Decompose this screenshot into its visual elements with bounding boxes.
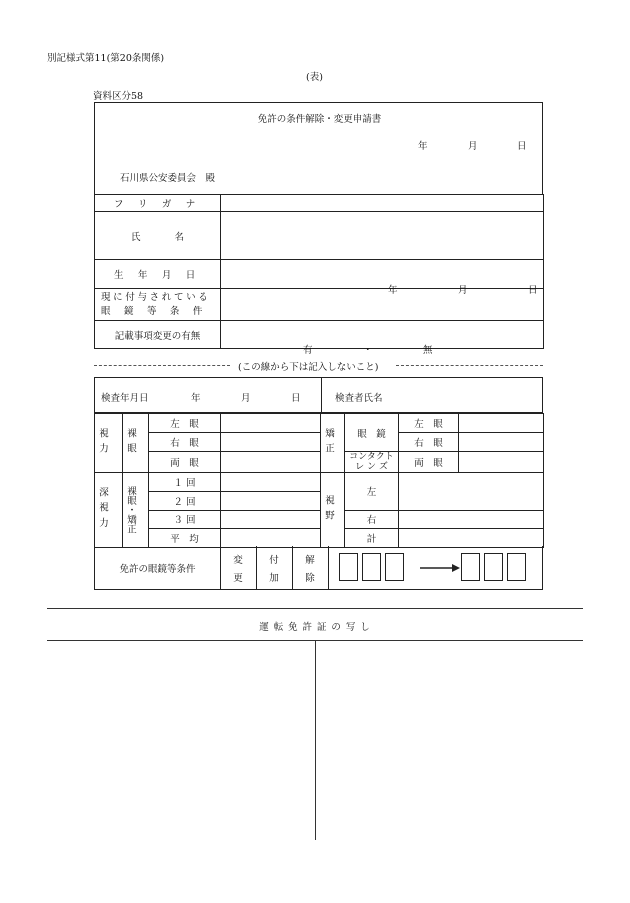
trial-3-field[interactable] (221, 510, 321, 529)
trial-1-field[interactable] (221, 473, 321, 492)
application-title: 免許の条件解除・変更申請書 (257, 114, 382, 125)
divider-left (94, 365, 230, 366)
name-label: 氏 名 (130, 231, 185, 243)
naked-left-field[interactable] (221, 414, 321, 433)
birthdate-label: 生 年 月 日 (114, 270, 201, 281)
average-field[interactable] (221, 529, 321, 548)
applicant-table (94, 194, 544, 356)
side-label: (表) (306, 72, 323, 83)
document-class: 資料区分58 (93, 91, 144, 102)
code-box[interactable] (385, 553, 404, 581)
change-selection[interactable]: 有 ・ 無 (221, 321, 544, 349)
furigana-field[interactable] (221, 195, 544, 212)
divider-right (396, 365, 543, 366)
trial-2-label: ２ 回 (173, 496, 196, 508)
date-day: 日 (517, 141, 527, 152)
trial-1-label: １ 回 (173, 477, 196, 489)
glasses-condition-row (94, 546, 543, 590)
glasses-condition-label: 免許の眼鏡等条件 (119, 564, 196, 575)
contact-lens-label: コンタクト レ ン ズ (349, 452, 394, 472)
glasses-right-label: 右 眼 (414, 438, 443, 449)
license-copy-title: 運 転 免 許 証 の 写 し (259, 622, 371, 633)
naked-eye-label: 裸眼 (125, 427, 136, 459)
glasses-left-label: 左 眼 (414, 419, 443, 430)
current-glasses-condition-field[interactable] (221, 289, 544, 321)
field-left-label: 左 (366, 487, 377, 499)
before-code-boxes (337, 553, 406, 584)
form-reference: 別記様式第11(第20条関係) (47, 53, 165, 64)
birthdate-field[interactable]: 年 月 日 (221, 260, 544, 289)
contact-both-label: 両 眼 (414, 458, 443, 469)
exam-date-label: 検査年月日 (101, 393, 149, 404)
date-year: 年 (418, 141, 428, 152)
average-label: 平 均 (170, 534, 199, 546)
code-box[interactable] (507, 553, 526, 581)
name-field[interactable] (221, 212, 544, 260)
visual-field-label: 視野 (323, 494, 334, 526)
naked-right-field[interactable] (221, 433, 321, 452)
exam-date-row: 検査年月日 年 月 日 検査者氏名 (94, 377, 543, 413)
current-glasses-condition-label: 現に付与されている 眼 鏡 等 条 件 (101, 291, 211, 317)
license-copy-top-line (47, 608, 583, 609)
change-option[interactable]: 変 更 (233, 555, 243, 584)
release-option[interactable]: 解 除 (305, 555, 315, 584)
depth-vision-label: 深視力 (97, 487, 108, 533)
glasses-right-field[interactable] (459, 433, 544, 452)
application-header-box (94, 102, 543, 194)
code-box[interactable] (362, 553, 381, 581)
naked-corrected-label: 裸眼・矯正 (125, 486, 136, 534)
vision-label: 視力 (97, 427, 108, 459)
code-box[interactable] (339, 553, 358, 581)
field-right-input[interactable] (399, 510, 544, 529)
code-box[interactable] (461, 553, 480, 581)
corrected-label: 矯正 (323, 427, 334, 459)
field-total-label: 計 (366, 534, 377, 546)
arrow-right-icon (420, 562, 460, 574)
trial-3-label: ３ 回 (173, 515, 196, 527)
naked-both-label: 両 眼 (170, 458, 199, 469)
after-code-boxes (459, 553, 528, 584)
license-back-area[interactable] (316, 641, 583, 840)
contact-both-field[interactable] (459, 452, 544, 473)
exam-vision-table (94, 413, 544, 548)
glasses-label: 眼 鏡 (357, 428, 386, 440)
field-left-input[interactable] (399, 473, 544, 511)
divider-note: (この線から下は記入しないこと) (238, 362, 379, 373)
examiner-label: 検査者氏名 (335, 393, 383, 404)
furigana-label: フ リ ガ ナ (114, 199, 201, 210)
field-right-label: 右 (366, 515, 377, 527)
license-front-area[interactable] (47, 641, 315, 840)
date-month: 月 (468, 141, 478, 152)
change-no-option[interactable]: 無 (423, 344, 433, 356)
change-yes-option[interactable]: 有 (303, 344, 313, 356)
add-option[interactable]: 付 加 (269, 555, 279, 584)
code-box[interactable] (484, 553, 503, 581)
change-label: 記載事項変更の有無 (114, 330, 201, 342)
addressee: 石川県公安委員会 殿 (120, 173, 216, 184)
trial-2-field[interactable] (221, 491, 321, 510)
glasses-left-field[interactable] (459, 414, 544, 433)
field-total-input[interactable] (399, 529, 544, 548)
naked-right-label: 右 眼 (170, 438, 199, 449)
naked-left-label: 左 眼 (170, 419, 199, 430)
naked-both-field[interactable] (221, 452, 321, 473)
